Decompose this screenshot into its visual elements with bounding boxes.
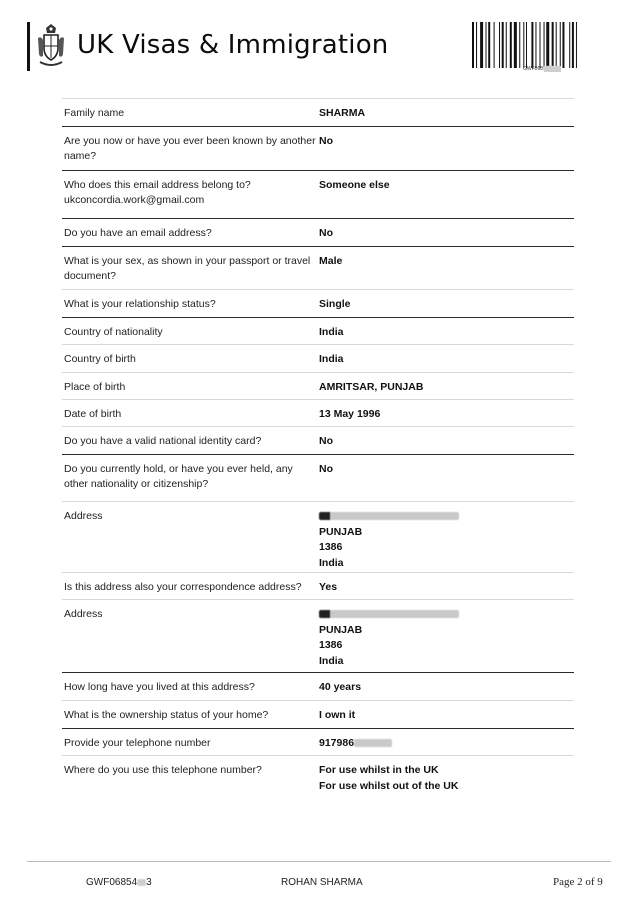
answer-line: India — [319, 556, 344, 569]
table-row — [62, 600, 574, 673]
footer-page-number: Page 2 of 9 — [553, 876, 603, 888]
barcode-bar — [572, 22, 574, 68]
table-row — [62, 729, 574, 756]
answer-line: India — [319, 654, 344, 667]
answer-line: PUNJAB — [319, 525, 363, 538]
barcode-bar — [499, 22, 500, 68]
answer-value — [317, 701, 574, 724]
table-row — [62, 573, 574, 600]
table-row — [62, 373, 574, 400]
barcode-reference: GWF068 — [523, 66, 561, 72]
barcode-bar — [535, 22, 536, 68]
barcode-bar — [519, 22, 520, 68]
answer-line: No — [319, 435, 333, 447]
answer-value — [317, 318, 574, 341]
barcode-bar — [531, 22, 533, 68]
answer-line: 1386 — [319, 541, 343, 553]
question-label: Date of birth — [64, 408, 122, 420]
table-row — [62, 455, 574, 502]
question-label: Where do you use this telephone number? — [64, 764, 262, 776]
redacted-text — [319, 607, 574, 623]
answer-line: Male — [319, 255, 343, 267]
answer-value — [317, 373, 574, 396]
footer-applicant-name: ROHAN SHARMA — [281, 877, 363, 888]
question-label: Address — [64, 608, 103, 620]
barcode-bar — [502, 22, 504, 68]
question-label: Do you have a valid national identity card? — [64, 435, 262, 447]
barcode-bar — [576, 22, 577, 68]
question-label: Are you now or have you ever been known by another name? — [64, 135, 316, 162]
answer-line: No — [319, 227, 333, 239]
answer-value — [317, 427, 574, 450]
barcode-bar — [546, 22, 549, 68]
barcode-bar — [472, 22, 474, 68]
table-row — [62, 219, 574, 247]
answer-value — [317, 600, 574, 669]
page-header — [0, 0, 637, 80]
answer-line: 40 years — [319, 681, 362, 693]
answer-line: 917986 — [319, 736, 574, 752]
barcode-bar — [494, 22, 495, 68]
answer-value — [317, 455, 574, 478]
barcode-bar — [540, 22, 541, 68]
answer-line: India — [319, 353, 344, 365]
answer-value — [317, 756, 574, 794]
question-label: Do you currently hold, or have you ever held, any other nationality or citizenship? — [64, 463, 293, 490]
question-label: Do you have an email address? — [64, 227, 212, 239]
brand-title: UK Visas & Immigration — [77, 30, 389, 60]
answer-line: 1386 — [319, 639, 343, 651]
answer-line: For use whilst in the UK — [319, 764, 439, 776]
answer-value — [317, 729, 574, 752]
question-label: What is the ownership status of your home? — [64, 709, 269, 721]
answer-value — [317, 99, 574, 122]
answer-value — [317, 247, 574, 270]
table-row — [62, 673, 574, 701]
table-row — [62, 400, 574, 427]
question-label: Place of birth — [64, 381, 126, 393]
table-row — [62, 502, 574, 573]
answer-line: SHARMA — [319, 107, 366, 119]
barcode-bar — [523, 22, 524, 68]
barcode-bar — [556, 22, 557, 68]
answer-line: I own it — [319, 709, 356, 721]
question-label: Country of nationality — [64, 326, 163, 338]
barcode-bar — [544, 22, 545, 68]
barcode-bar — [552, 22, 554, 68]
answer-line: No — [319, 135, 333, 147]
answer-line: 13 May 1996 — [319, 408, 381, 420]
answer-value — [317, 290, 574, 313]
barcode-bar — [562, 22, 564, 68]
answer-value — [317, 219, 574, 242]
answer-line: AMRITSAR, PUNJAB — [319, 381, 424, 393]
table-row — [62, 99, 574, 127]
answer-line: No — [319, 463, 333, 475]
barcode-bar — [510, 22, 512, 68]
table-row — [62, 756, 574, 801]
barcode-bar — [488, 22, 490, 68]
table-row — [62, 171, 574, 219]
barcode-bar — [506, 22, 507, 68]
answer-line: Single — [319, 298, 351, 310]
redacted-text — [354, 739, 392, 747]
table-row — [62, 247, 574, 290]
barcode-bar — [480, 22, 483, 68]
answer-value — [317, 673, 574, 696]
royal-coat-of-arms-icon — [36, 24, 66, 70]
answer-value — [317, 573, 574, 596]
table-row — [62, 701, 574, 729]
barcode-bar — [526, 22, 527, 68]
question-label: How long have you lived at this address? — [64, 681, 255, 693]
question-label: Is this address also your correspondence address? — [64, 581, 302, 593]
answer-line: India — [319, 326, 344, 338]
barcode-bar — [486, 22, 487, 68]
question-label: Country of birth — [64, 353, 136, 365]
barcode-bar — [569, 22, 570, 68]
table-row — [62, 290, 574, 318]
table-row — [62, 427, 574, 455]
barcode-bar — [514, 22, 517, 68]
question-label: What is your relationship status? — [64, 298, 216, 310]
footer-divider — [27, 861, 611, 862]
question-label: Family name — [64, 107, 125, 119]
question-label: Address — [64, 510, 103, 522]
footer-reference: GWF06854 3 — [86, 877, 152, 888]
question-label: Who does this email address belong to? ukconcordia.work@gmail.com — [64, 179, 251, 206]
answer-value — [317, 127, 574, 150]
table-row — [62, 318, 574, 345]
answer-value — [317, 345, 574, 368]
barcode-bar — [476, 22, 477, 68]
table-row — [62, 127, 574, 171]
question-label: What is your sex, as shown in your passport or travel document? — [64, 255, 311, 282]
application-details-table — [62, 98, 574, 801]
barcode — [472, 22, 612, 68]
answer-line: Yes — [319, 581, 338, 593]
answer-line: Someone else — [319, 179, 390, 191]
question-label: Provide your telephone number — [64, 737, 211, 749]
answer-value — [317, 400, 574, 423]
table-row — [62, 345, 574, 373]
answer-value — [317, 502, 574, 571]
barcode-bar — [560, 22, 561, 68]
redacted-text — [319, 509, 574, 525]
answer-line: For use whilst out of the UK — [319, 779, 459, 792]
answer-line: PUNJAB — [319, 623, 363, 636]
answer-value — [317, 171, 574, 194]
header-accent-bar — [27, 22, 30, 71]
